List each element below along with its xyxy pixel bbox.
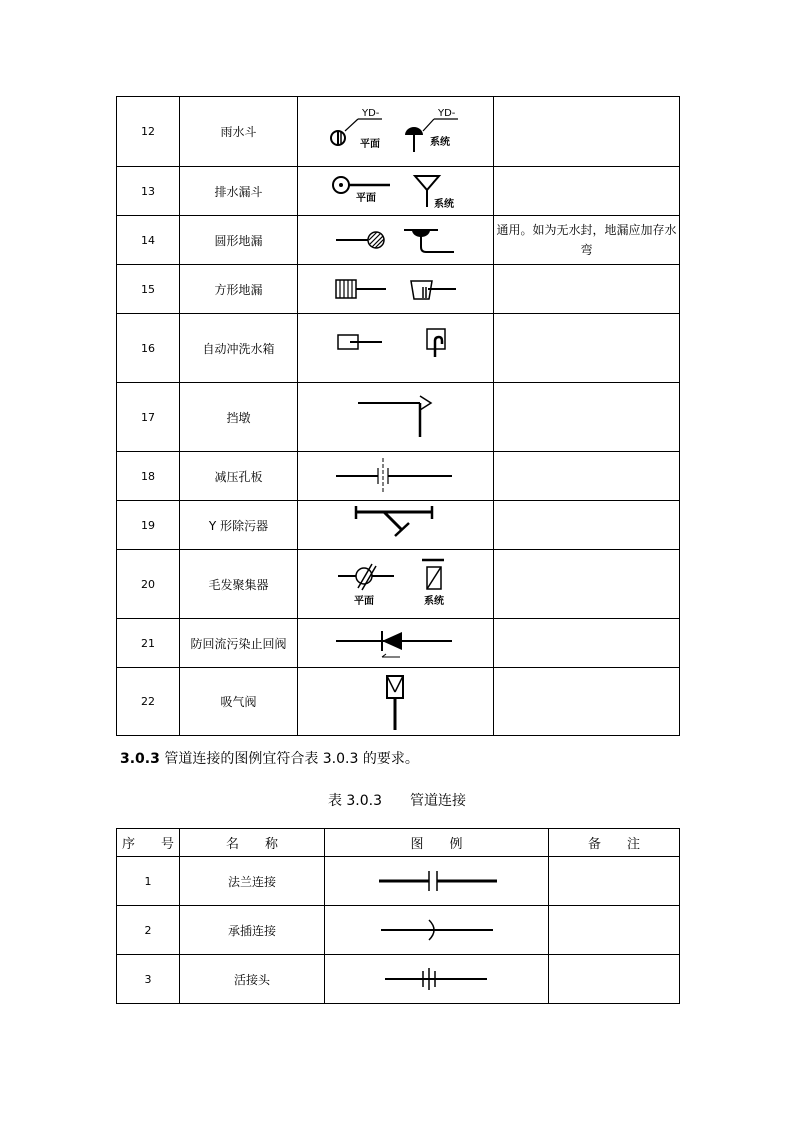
plan-label: 平面 bbox=[356, 193, 376, 204]
row-number: 21 bbox=[117, 619, 180, 668]
row-note bbox=[494, 452, 680, 501]
header-legend: 图 例 bbox=[325, 829, 549, 857]
table-caption bbox=[0, 790, 794, 810]
row-note bbox=[549, 857, 680, 906]
table-number: 表 3.0.3 bbox=[327, 793, 383, 809]
system-label: 系统 bbox=[424, 596, 444, 607]
row-name: 减压孔板 bbox=[180, 452, 298, 501]
symbol-cell bbox=[298, 97, 494, 167]
row-note bbox=[494, 167, 680, 216]
table-row bbox=[117, 619, 680, 668]
row-name: 雨水斗 bbox=[180, 97, 298, 167]
table-row bbox=[117, 452, 680, 501]
symbol-cell bbox=[298, 265, 494, 314]
plan-label: 平面 bbox=[360, 139, 380, 150]
table-row bbox=[117, 314, 680, 383]
round-floor-drain-symbol bbox=[298, 216, 494, 264]
table-row bbox=[117, 955, 680, 1004]
orifice-plate-symbol bbox=[298, 452, 494, 500]
table-row bbox=[117, 906, 680, 955]
row-note bbox=[494, 265, 680, 314]
system-label: 系统 bbox=[434, 199, 454, 210]
row-name: 自动冲洗水箱 bbox=[180, 314, 298, 383]
row-number: 2 bbox=[117, 906, 180, 955]
air-admittance-valve-symbol bbox=[298, 668, 494, 735]
row-number: 20 bbox=[117, 550, 180, 619]
flush-tank-symbol bbox=[298, 314, 494, 382]
row-note bbox=[494, 383, 680, 452]
square-floor-drain-symbol bbox=[298, 265, 494, 313]
row-note: 通用。如为无水封，地漏应加存水弯 bbox=[494, 216, 680, 265]
row-name: 毛发聚集器 bbox=[180, 550, 298, 619]
row-name: 挡墩 bbox=[180, 383, 298, 452]
row-name: 吸气阀 bbox=[180, 668, 298, 736]
symbol-cell bbox=[298, 383, 494, 452]
section-paragraph bbox=[120, 748, 419, 768]
symbol-cell bbox=[298, 619, 494, 668]
flange-connection-symbol bbox=[325, 857, 549, 905]
thrust-block-symbol bbox=[298, 383, 494, 451]
table-row bbox=[117, 167, 680, 216]
row-number: 13 bbox=[117, 167, 180, 216]
row-note bbox=[494, 97, 680, 167]
row-note bbox=[494, 550, 680, 619]
symbol-cell bbox=[298, 216, 494, 265]
row-number: 18 bbox=[117, 452, 180, 501]
row-name: 活接头 bbox=[180, 955, 325, 1004]
table-header-row bbox=[117, 829, 680, 857]
header-name: 名 称 bbox=[180, 829, 325, 857]
backflow-check-valve-symbol bbox=[298, 619, 494, 667]
table-title: 管道连接 bbox=[410, 793, 467, 809]
header-no: 序 号 bbox=[117, 829, 180, 857]
union-joint-symbol bbox=[325, 955, 549, 1003]
row-number: 19 bbox=[117, 501, 180, 550]
row-number: 14 bbox=[117, 216, 180, 265]
symbol-cell bbox=[298, 668, 494, 736]
row-note bbox=[494, 501, 680, 550]
row-number: 16 bbox=[117, 314, 180, 383]
socket-connection-symbol bbox=[325, 906, 549, 954]
row-note bbox=[494, 619, 680, 668]
table-row bbox=[117, 216, 680, 265]
rain-hopper-symbol bbox=[298, 97, 494, 166]
symbol-cell bbox=[325, 955, 549, 1004]
row-note bbox=[549, 906, 680, 955]
symbol-cell bbox=[325, 906, 549, 955]
row-note bbox=[494, 314, 680, 383]
section-text: 管道连接的图例宜符合表 3.0.3 的要求。 bbox=[159, 751, 419, 767]
symbol-cell bbox=[298, 550, 494, 619]
row-number: 12 bbox=[117, 97, 180, 167]
table-row bbox=[117, 857, 680, 906]
row-name: 承插连接 bbox=[180, 906, 325, 955]
row-number: 3 bbox=[117, 955, 180, 1004]
system-label: 系统 bbox=[430, 137, 450, 148]
drain-funnel-symbol bbox=[298, 167, 494, 215]
row-number: 22 bbox=[117, 668, 180, 736]
y-strainer-symbol bbox=[298, 501, 494, 549]
table-row bbox=[117, 550, 680, 619]
symbol-cell bbox=[298, 501, 494, 550]
symbol-cell bbox=[298, 452, 494, 501]
row-number: 17 bbox=[117, 383, 180, 452]
symbol-cell bbox=[298, 314, 494, 383]
table-row bbox=[117, 501, 680, 550]
row-number: 1 bbox=[117, 857, 180, 906]
table-row bbox=[117, 265, 680, 314]
row-name: 排水漏斗 bbox=[180, 167, 298, 216]
row-note bbox=[494, 668, 680, 736]
header-note: 备 注 bbox=[549, 829, 680, 857]
symbol-cell bbox=[298, 167, 494, 216]
row-name: 圆形地漏 bbox=[180, 216, 298, 265]
plan-label: 平面 bbox=[354, 596, 374, 607]
yd-label-system: YD- bbox=[438, 108, 456, 119]
row-name: 法兰连接 bbox=[180, 857, 325, 906]
row-name: Y 形除污器 bbox=[180, 501, 298, 550]
hair-collector-symbol bbox=[298, 550, 494, 618]
row-name: 防回流污染止回阀 bbox=[180, 619, 298, 668]
table-row bbox=[117, 97, 680, 167]
symbol-cell bbox=[325, 857, 549, 906]
row-name: 方形地漏 bbox=[180, 265, 298, 314]
section-number: 3.0.3 bbox=[120, 751, 160, 767]
legend-table-pipe-connections bbox=[116, 828, 680, 1004]
row-note bbox=[549, 955, 680, 1004]
row-number: 15 bbox=[117, 265, 180, 314]
table-row bbox=[117, 668, 680, 736]
table-row bbox=[117, 383, 680, 452]
yd-label-plan: YD- bbox=[362, 108, 380, 119]
legend-table-drainage bbox=[116, 96, 680, 736]
